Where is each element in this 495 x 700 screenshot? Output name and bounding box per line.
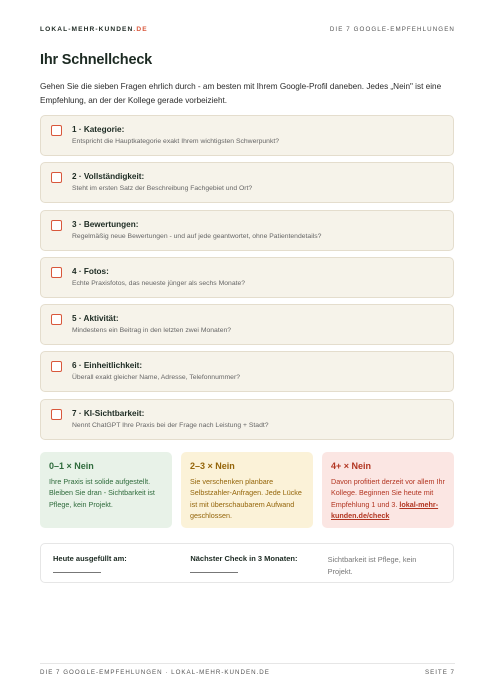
next-check-field <box>178 544 315 582</box>
checklist-item-aktivitaet <box>40 304 454 345</box>
page-header <box>40 24 455 34</box>
checklist-item-vollstaendigkeit <box>40 162 454 203</box>
brand-tld: .DE <box>133 25 148 33</box>
header-series-title: DIE 7 GOOGLE-EMPFEHLUNGEN <box>329 25 455 33</box>
brand-name: LOKAL-MEHR-KUNDEN <box>40 25 134 33</box>
checklist-item-desc: Nennt ChatGPT Ihre Praxis bei der Frage nach Leistung + Stadt? <box>72 421 269 429</box>
checklist-item-title: 1 · Kategorie: <box>72 125 125 134</box>
result-card-title: 2–3 × Nein <box>190 461 235 471</box>
result-card-text: Sie verschenken planbare Selbstzahler-Anfragen. Jede Lücke ist mit überschaubarem Aufwand geschlossen. <box>190 477 302 520</box>
footer-divider <box>40 663 455 664</box>
checklist-item-title: 4 · Fotos: <box>72 266 109 276</box>
checklist-item-title: 2 · Vollständigkeit: <box>72 172 145 182</box>
filled-on-label: Heute ausgefüllt am: <box>53 554 127 563</box>
checkbox[interactable] <box>51 172 62 183</box>
page-footer <box>40 669 455 676</box>
result-card-text: Ihre Praxis ist solide aufgestellt. Bleiben Sie dran - Sichtbarkeit ist Pflege, kein Projekt. <box>49 477 155 509</box>
checklist-item-title: 7 · KI-Sichtbarkeit: <box>72 408 145 418</box>
result-card-body: Davon profitiert derzeit vor allem Ihr Kollege. Beginnen Sie heute mit Empfehlung 1 und 3. <box>331 477 445 509</box>
checkbox[interactable] <box>51 409 62 420</box>
checklist-item-kategorie <box>40 115 454 156</box>
checklist-item-desc: Überall exakt gleicher Name, Adresse, Telefonnummer? <box>72 374 240 382</box>
result-card-good <box>40 452 172 528</box>
checklist-item-bewertungen <box>40 210 454 251</box>
next-check-blank-line[interactable] <box>190 572 238 573</box>
followup-note: Sichtbarkeit ist Pflege, kein Projekt. <box>327 555 417 576</box>
checklist-item-desc: Echte Praxisfotos, das neueste jünger als sechs Monate? <box>72 279 246 287</box>
checklist-item-ki-sichtbarkeit <box>40 399 454 440</box>
checklist <box>40 115 454 446</box>
checklist-item-title: 3 · Bewertungen: <box>72 219 139 229</box>
filled-on-blank-line[interactable] <box>53 572 101 573</box>
result-card-medium <box>181 452 313 528</box>
result-card-text <box>331 476 445 521</box>
filled-on-field <box>41 544 178 582</box>
checklist-item-desc: Steht im ersten Satz der Beschreibung Fachgebiet und Ort? <box>72 185 253 193</box>
checklist-item-title: 6 · Einheitlichkeit: <box>72 361 143 371</box>
brand-logo <box>40 26 148 33</box>
followup-note-col <box>316 544 453 582</box>
checkbox[interactable] <box>51 361 62 372</box>
checklist-item-title: 5 · Aktivität: <box>72 314 119 324</box>
checklist-item-fotos <box>40 257 454 298</box>
checkbox[interactable] <box>51 314 62 325</box>
page-number: SEITE 7 <box>424 669 455 676</box>
checklist-item-desc: Regelmäßig neue Bewertungen - und auf jede geantwortet, ohne Patientendetails? <box>72 232 322 240</box>
checkbox[interactable] <box>51 267 62 278</box>
checklist-item-einheitlichkeit <box>40 351 454 392</box>
checklist-item-desc: Mindestens ein Beitrag in den letzten zwei Monaten? <box>72 327 232 335</box>
checkbox[interactable] <box>51 220 62 231</box>
intro-text: Gehen Sie die sieben Fragen ehrlich durch - am besten mit Ihrem Google-Profil daneben. Jedes „Nein" ist eine Empfehlung, an der der Kollege gerade vorbeizieht. <box>40 82 442 105</box>
footer-left: DIE 7 GOOGLE-EMPFEHLUNGEN · LOKAL-MEHR-KUNDEN.DE <box>40 669 270 676</box>
checkbox[interactable] <box>51 125 62 136</box>
next-check-label: Nächster Check in 3 Monaten: <box>190 554 298 563</box>
check-link[interactable]: lokal-mehr-kunden.de/check <box>331 499 439 520</box>
followup-box <box>40 543 454 583</box>
page-title: Ihr Schnellcheck <box>40 52 153 68</box>
result-card-title: 0–1 × Nein <box>49 461 94 471</box>
result-card-bad <box>322 452 454 528</box>
checklist-item-desc: Entspricht die Hauptkategorie exakt Ihrem wichtigsten Schwerpunkt? <box>72 138 280 145</box>
result-card-title: 4+ × Nein <box>331 461 372 471</box>
result-cards <box>40 452 454 528</box>
